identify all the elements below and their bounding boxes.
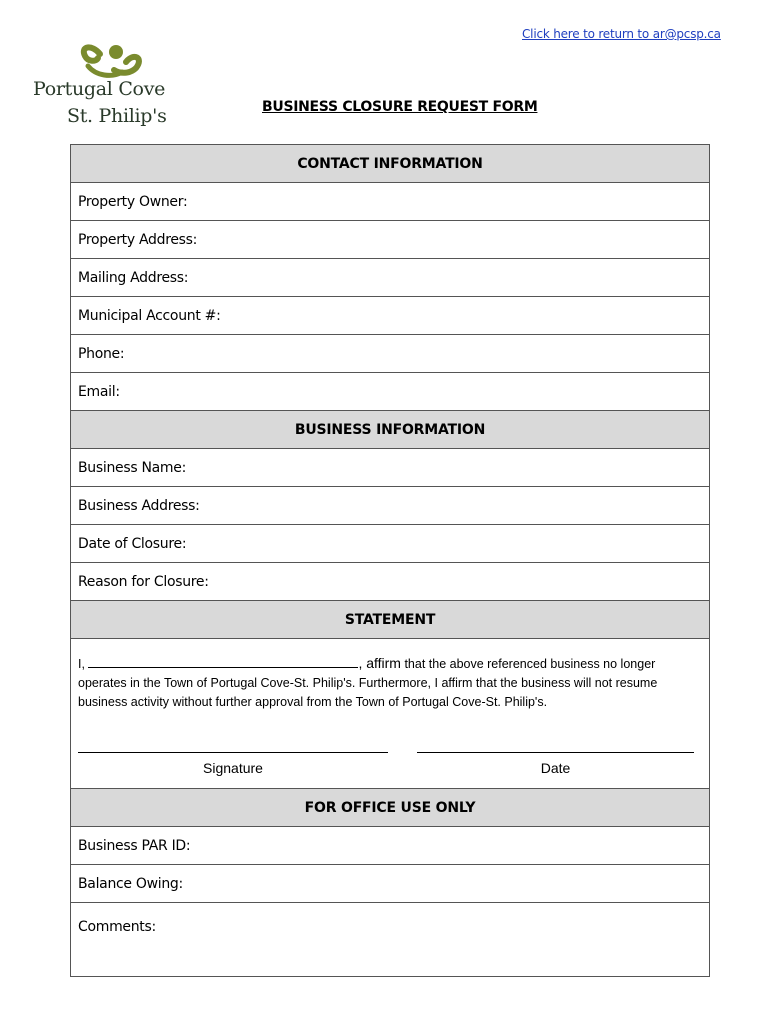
field-balance-owing[interactable] — [71, 865, 709, 903]
section-header-office: FOR OFFICE USE ONLY — [71, 789, 709, 827]
signature-line[interactable] — [78, 752, 388, 753]
statement-prefix: I, — [78, 657, 85, 671]
field-label: Phone: — [78, 345, 125, 362]
field-property-owner[interactable] — [71, 183, 709, 221]
field-label: Comments: — [78, 919, 156, 935]
field-phone[interactable] — [71, 335, 709, 373]
field-comments[interactable] — [71, 903, 709, 976]
logo-text-line2: St. Philip's — [67, 105, 167, 127]
field-label: Property Owner: — [78, 193, 188, 210]
field-label: Balance Owing: — [78, 875, 183, 892]
field-municipal-account[interactable] — [71, 297, 709, 335]
logo-text-line1: Portugal Cove — [33, 78, 166, 100]
closure-form — [70, 144, 710, 977]
signature-label: Signature — [203, 760, 263, 776]
section-header-statement: STATEMENT — [71, 601, 709, 639]
field-label: Property Address: — [78, 231, 198, 248]
field-email[interactable] — [71, 373, 709, 411]
town-logo — [30, 40, 180, 132]
statement-text — [78, 654, 698, 712]
statement-block — [71, 639, 709, 789]
form-title: BUSINESS CLOSURE REQUEST FORM — [262, 99, 538, 115]
statement-affirm: , affirm — [358, 655, 401, 671]
field-business-address[interactable] — [71, 487, 709, 525]
field-label: Business PAR ID: — [78, 837, 191, 854]
field-label: Business Address: — [78, 497, 200, 514]
field-property-address[interactable] — [71, 221, 709, 259]
name-blank-input[interactable] — [88, 655, 358, 668]
logo-emblem-icon — [30, 40, 180, 80]
field-business-name[interactable] — [71, 449, 709, 487]
field-date-of-closure[interactable] — [71, 525, 709, 563]
field-label: Business Name: — [78, 459, 187, 476]
field-reason-for-closure[interactable] — [71, 563, 709, 601]
date-line[interactable] — [417, 752, 694, 753]
field-label: Date of Closure: — [78, 535, 187, 552]
statement-body: that the above referenced business no longer operates in the Town of Portugal Cove-St. Philip's. Furthermore, I affirm that the business will not resume business activity without further approval from the Town of Portugal Cove-St. Philip's. — [78, 657, 658, 709]
field-label: Reason for Closure: — [78, 573, 209, 590]
section-header-contact: CONTACT INFORMATION — [71, 145, 709, 183]
field-business-par-id[interactable] — [71, 827, 709, 865]
return-email-link[interactable]: Click here to return to ar@pcsp.ca — [522, 27, 721, 41]
date-label: Date — [540, 760, 571, 776]
section-header-business: BUSINESS INFORMATION — [71, 411, 709, 449]
field-label: Email: — [78, 383, 120, 400]
field-label: Municipal Account #: — [78, 307, 221, 324]
field-label: Mailing Address: — [78, 269, 189, 286]
field-mailing-address[interactable] — [71, 259, 709, 297]
